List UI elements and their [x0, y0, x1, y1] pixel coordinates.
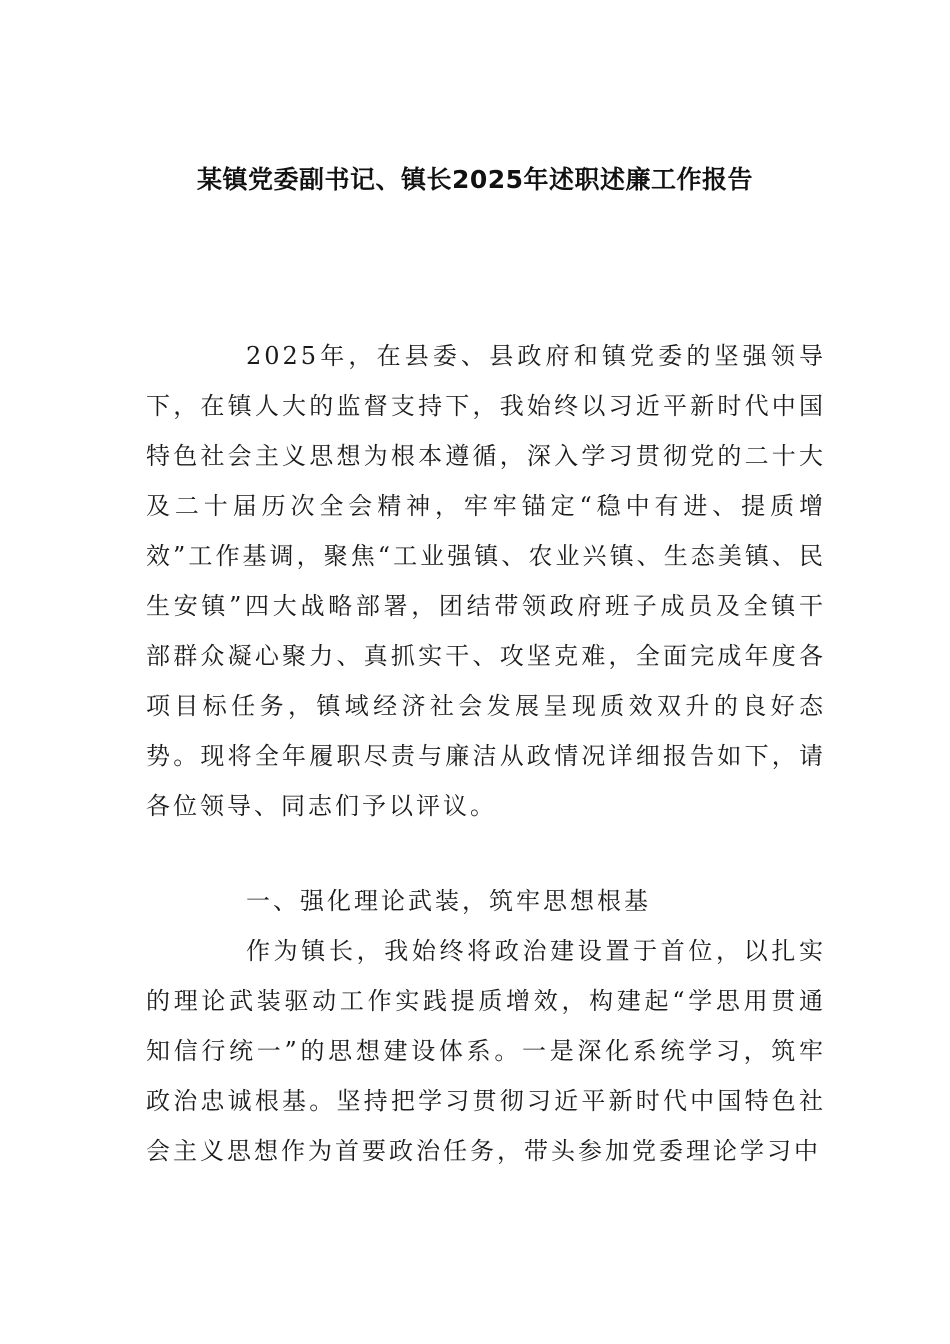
intro-paragraph: 2025年，在县委、县政府和镇党委的坚强领导下，在镇人大的监督支持下，我始终以习近平新时代中国特色社会主义思想为根本遵循，深入学习贯彻党的二十大及二十届历次全会精神，牢牢锚定“稳中有进、提质增效”工作基调，聚焦“工业强镇、农业兴镇、生态美镇、民生安镇”四大战略部署，团结带领政府班子成员及全镇干部群众凝心聚力、真抓实干、攻坚克难，全面完成年度各项目标任务，镇域经济社会发展呈现质效双升的良好态势。现将全年履职尽责与廉洁从政情况详细报告如下，请各位领导、同志们予以评议。 [146, 342, 826, 820]
document-title: 某镇党委副书记、镇长2025年述职述廉工作报告 [196, 165, 754, 194]
section-1-heading: 一、强化理论武装，筑牢思想根基 [246, 887, 651, 915]
section-1-paragraph: 作为镇长，我始终将政治建设置于首位，以扎实的理论武装驱动工作实践提质增效，构建起“学思用贯通知信行统一”的思想建设体系。一是深化系统学习，筑牢政治忠诚根基。坚持把学习贯彻习近平新时代中国特色社会主义思想作为首要政治任务，带头参加党委理论学习中 [146, 937, 826, 1165]
